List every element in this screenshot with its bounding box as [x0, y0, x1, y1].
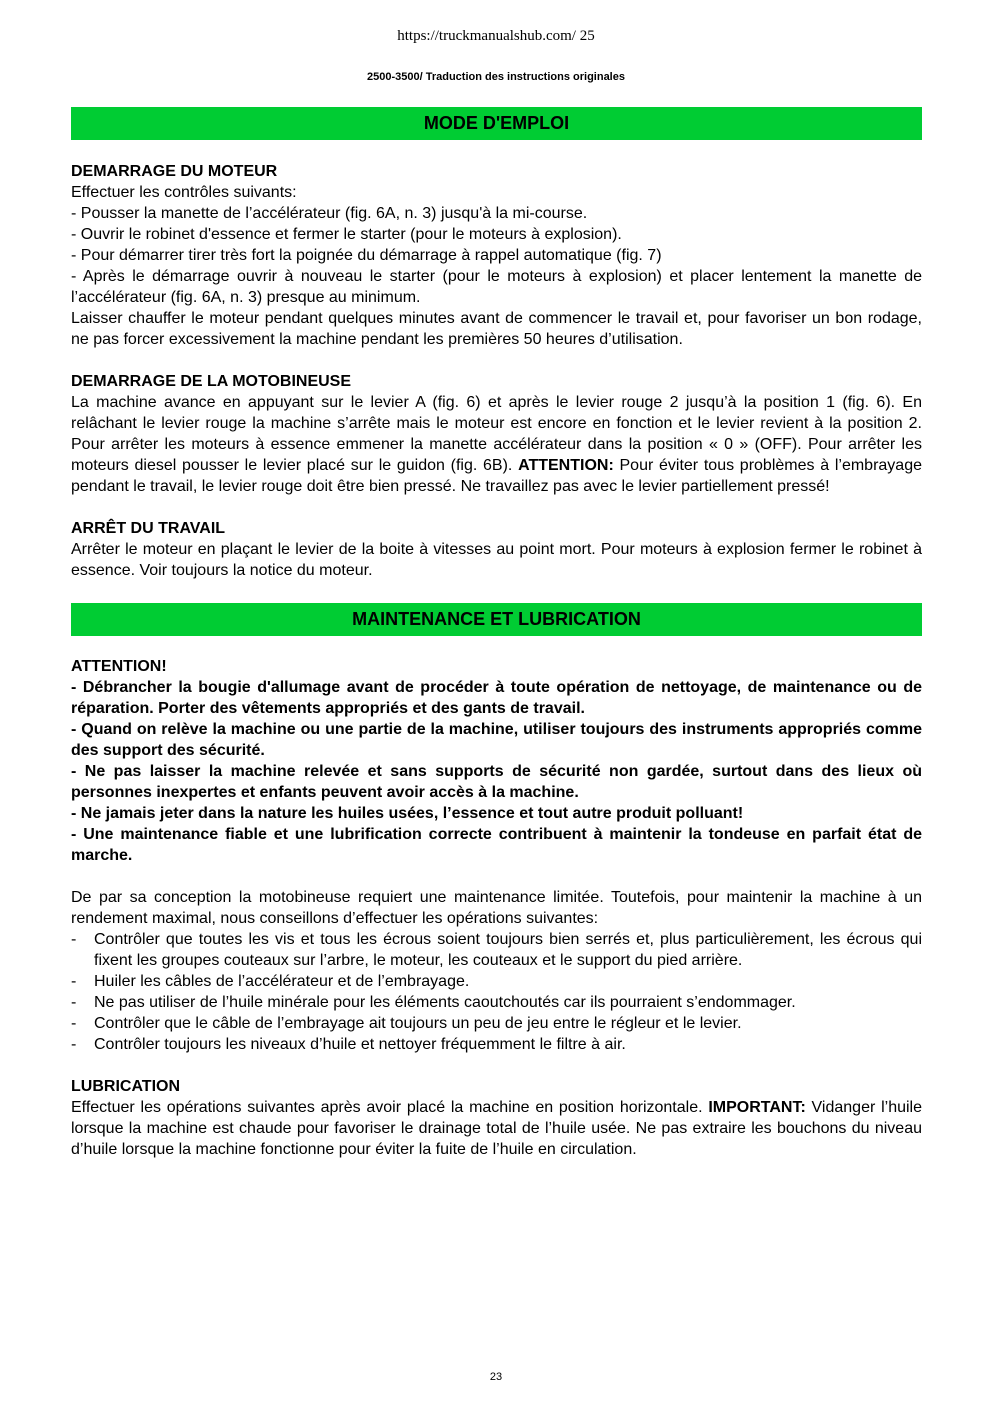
- list-dash: -: [71, 1036, 77, 1053]
- list-item: [71, 1034, 922, 1055]
- list-item-text: Contrôler que le câble de l’embrayage ait toujours un peu de jeu entre le régleur et le levier.: [94, 1015, 742, 1032]
- warning-line: - Une maintenance fiable et une lubrification correcte contribuent à maintenir la tondeuse en parfait état de marche.: [71, 826, 922, 864]
- heading-arret-travail: ARRÊT DU TRAVAIL: [71, 520, 226, 537]
- list-item-text: Contrôler que toutes les vis et tous les écrous soient toujours bien serrés et, plus particulièrement, les écrous qui fixent les groupes couteaux sur l’arbre, le moteur, les couteaux et le support du pied arrière.: [94, 931, 922, 969]
- paragraph-text: Effectuer les opérations suivantes après avoir placé la machine en position horizontale.: [71, 1099, 709, 1116]
- list-dash: -: [71, 931, 77, 948]
- paragraph-line: - Pour démarrer tirer très fort la poignée du démarrage à rappel automatique (fig. 7): [71, 247, 662, 264]
- page-number: 23: [489, 1371, 503, 1383]
- heading-attention: ATTENTION!: [71, 658, 167, 675]
- list-dash: -: [71, 1015, 77, 1032]
- list-item-text: Huiler les câbles de l’accélérateur et de l’embrayage.: [94, 973, 470, 990]
- list-item: [71, 971, 922, 992]
- paragraph-line: Laisser chauffer le moteur pendant quelques minutes avant de commencer le travail et, pour favoriser un bon rodage, ne pas forcer excessivement la machine pendant les premières 50 heures d’utilisation.: [71, 310, 922, 348]
- list-item-text: Contrôler toujours les niveaux d’huile et nettoyer fréquemment le filtre à air.: [94, 1036, 626, 1053]
- list-item-text: Ne pas utiliser de l’huile minérale pour les éléments caoutchoutés car ils pourraient s’endommager.: [94, 994, 796, 1011]
- paragraph-lubrication: [71, 1097, 922, 1160]
- paragraph-line: Effectuer les contrôles suivants:: [71, 184, 297, 201]
- list-item: [71, 1013, 922, 1034]
- paragraph-line: - Ouvrir le robinet d'essence et fermer le starter (pour le moteurs à explosion).: [71, 226, 622, 243]
- list-dash: -: [71, 973, 77, 990]
- warning-line: - Quand on relève la machine ou une partie de la machine, utiliser toujours des instruments appropriés comme des support des sécurité.: [71, 721, 922, 759]
- section-banner-mode-emploi: MODE D'EMPLOI: [71, 107, 922, 140]
- paragraph-text: Vidanger l’huile lorsque la machine est chaude pour favoriser le drainage total de l’huile usée. Ne pas extraire les bouchons du niveau d’huile lorsque la machine fonctionne pour éviter la fuite de l’huile en circulation.: [71, 1099, 922, 1158]
- attention-label: ATTENTION:: [518, 457, 614, 474]
- important-label: IMPORTANT:: [708, 1099, 806, 1116]
- attention-text: Pour éviter tous problèmes à l’embrayage pendant le travail, le levier rouge doit être bien pressé. Ne travaillez pas avec le levier partiellement pressé!: [71, 457, 923, 495]
- paragraph-arret-travail: Arrêter le moteur en plaçant le levier de la boite à vitesses au point mort. Pour moteurs à explosion fermer le robinet à essence. Voir toujours la notice du moteur.: [71, 541, 922, 579]
- paragraph-maintenance-intro: De par sa conception la motobineuse requiert une maintenance limitée. Toutefois, pour maintenir la machine à un rendement maximal, nous conseillons d’effectuer les opérations suivantes:: [71, 889, 922, 927]
- paragraph-demarrage-motobineuse: [71, 392, 922, 497]
- section-banner-maintenance: MAINTENANCE ET LUBRICATION: [71, 603, 922, 636]
- paragraph-text: La machine avance en appuyant sur le levier A (fig. 6) et après le levier rouge 2 jusqu’à la position 1 (fig. 6). En relâchant le levier rouge la machine s’arrête mais le moteur est encore en fonction et le levier revient à la position 2. Pour arrêter les moteurs à essence emmener la manette accélérateur dans la position « 0 » (OFF). Pour arrêter les moteurs diesel pousser le levier placé sur le guidon (fig. 6B).: [71, 394, 922, 474]
- warning-line: - Ne pas laisser la machine relevée et sans supports de sécurité non gardée, surtout dans des lieux où personnes inexpertes et enfants peuvent avoir accès à la machine.: [71, 763, 922, 801]
- header-subtitle: 2500-3500/ Traduction des instructions originales: [367, 71, 625, 83]
- heading-lubrication: LUBRICATION: [71, 1078, 181, 1095]
- page-content: [71, 107, 922, 1160]
- paragraph-line: - Après le démarrage ouvrir à nouveau le starter (pour le moteurs à explosion) et placer lentement la manette de l’accélérateur (fig. 6A, n. 3) presque au minimum.: [71, 268, 922, 306]
- paragraph-line: - Pousser la manette de l’accélérateur (fig. 6A, n. 3) jusqu'à la mi-course.: [71, 205, 588, 222]
- warning-line: - Ne jamais jeter dans la nature les huiles usées, l’essence et tout autre produit polluant!: [71, 805, 744, 822]
- list-dash: -: [71, 994, 77, 1011]
- list-item: [71, 929, 922, 971]
- list-item: [71, 992, 922, 1013]
- heading-demarrage-moteur: DEMARRAGE DU MOTEUR: [71, 163, 278, 180]
- header-url: https://truckmanualshub.com/ 25: [397, 28, 595, 44]
- heading-demarrage-motobineuse: DEMARRAGE DE LA MOTOBINEUSE: [71, 373, 352, 390]
- warning-line: - Débrancher la bougie d'allumage avant de procéder à toute opération de nettoyage, de maintenance ou de réparation. Porter des vêtements appropriés et des gants de travail.: [71, 679, 922, 717]
